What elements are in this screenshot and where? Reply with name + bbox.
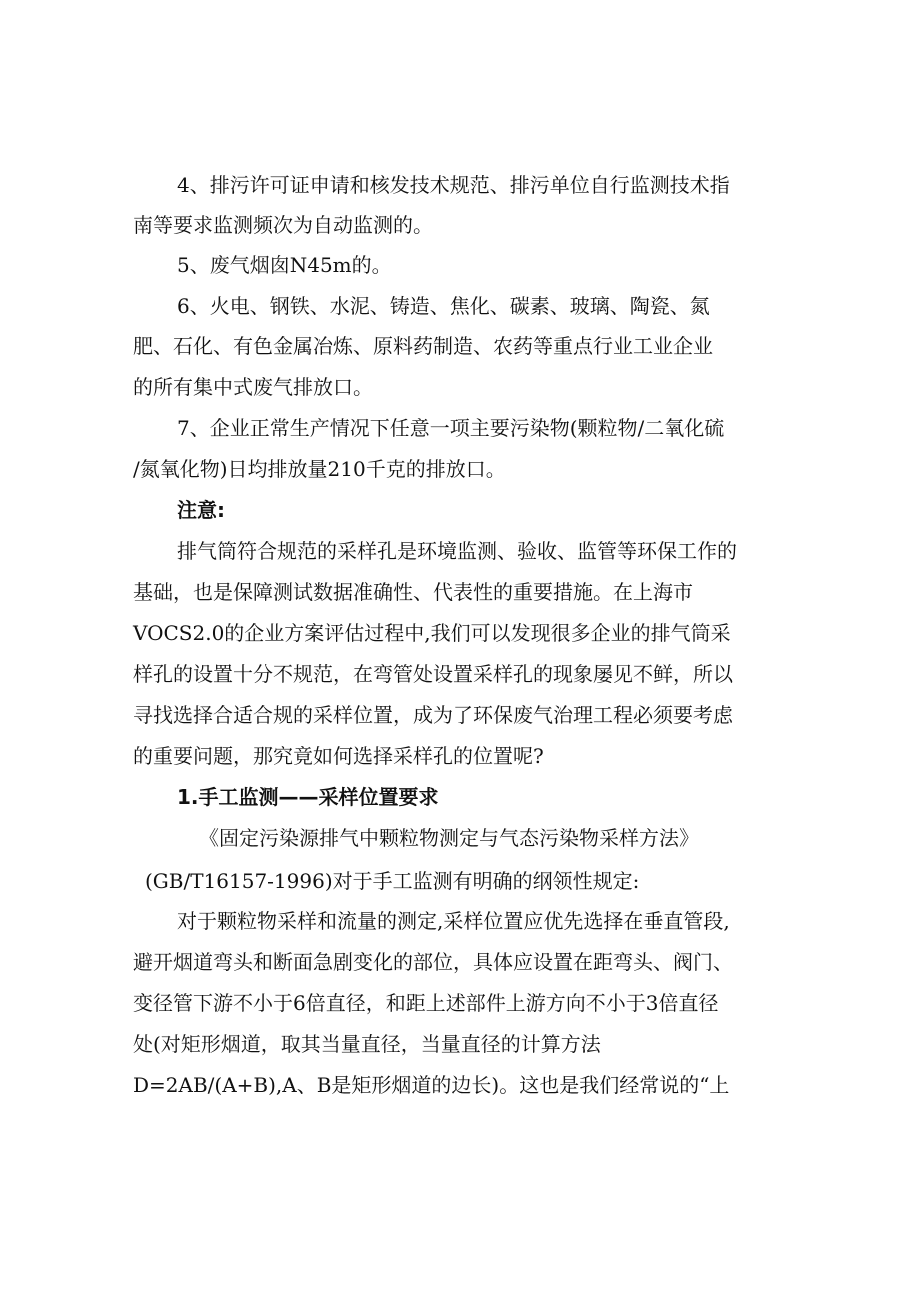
note-line-1: 排气筒符合规范的采样孔是环境监测、验收、监管等环保工作的 xyxy=(177,539,737,563)
section-1-line-5: 变径管下游不小于6倍直径，和距上述部件上游方向不小于3倍直径 xyxy=(133,991,719,1015)
item-4-line-1: 4、排污许可证申请和核发技术规范、排污单位自行监测技术指 xyxy=(177,173,730,197)
item-7-line-1: 7、企业正常生产情况下任意一项主要污染物(颗粒物/二氧化硫 xyxy=(177,416,725,440)
note-line-3: VOCS2.0的企业方案评估过程中,我们可以发现很多企业的排气筒采 xyxy=(133,621,731,645)
note-line-2: 基础，也是保障测试数据准确性、代表性的重要措施。在上海市 xyxy=(133,580,693,604)
note-line-4: 样孔的设置十分不规范，在弯管处设置采样孔的现象屡见不鲜，所以 xyxy=(133,662,733,686)
item-4-line-2: 南等要求监测频次为自动监测的。 xyxy=(133,213,433,237)
section-1-line-6: 处(对矩形烟道，取其当量直径，当量直径的计算方法 xyxy=(133,1032,601,1056)
item-6-line-1: 6、火电、钢铁、水泥、铸造、焦化、碳素、玻璃、陶瓷、氮 xyxy=(177,294,710,318)
note-heading: 注意: xyxy=(177,498,225,522)
note-line-5: 寻找选择合适合规的采样位置，成为了环保废气治理工程必须要考虑 xyxy=(133,703,733,727)
item-6-line-3: 的所有集中式废气排放口。 xyxy=(133,375,373,399)
item-7-line-2: /氮氧化物)日均排放量210千克的排放口。 xyxy=(133,457,506,481)
section-1-line-1: 《固定污染源排气中颗粒物测定与气态污染物采样方法》 xyxy=(199,826,699,850)
section-1-heading: 1.手工监测——采样位置要求 xyxy=(177,785,439,809)
section-1-line-7: D=2AB/(A+B),A、B是矩形烟道的边长)。这也是我们经常说的“上 xyxy=(133,1073,730,1097)
section-1-line-2: (GB/T16157-1996)对于手工监测有明确的纲领性规定: xyxy=(145,869,640,893)
section-1-line-4: 避开烟道弯头和断面急剧变化的部位，具体应设置在距弯头、阀门、 xyxy=(133,950,733,974)
item-6-line-2: 肥、石化、有色金属冶炼、原料药制造、农药等重点行业工业企业 xyxy=(133,334,713,358)
item-5-line-1: 5、废气烟囱N45m的。 xyxy=(177,253,392,277)
section-1-line-3: 对于颗粒物采样和流量的测定,采样位置应优先选择在垂直管段, xyxy=(177,909,730,933)
note-line-6: 的重要问题，那究竟如何选择采样孔的位置呢? xyxy=(133,744,544,768)
